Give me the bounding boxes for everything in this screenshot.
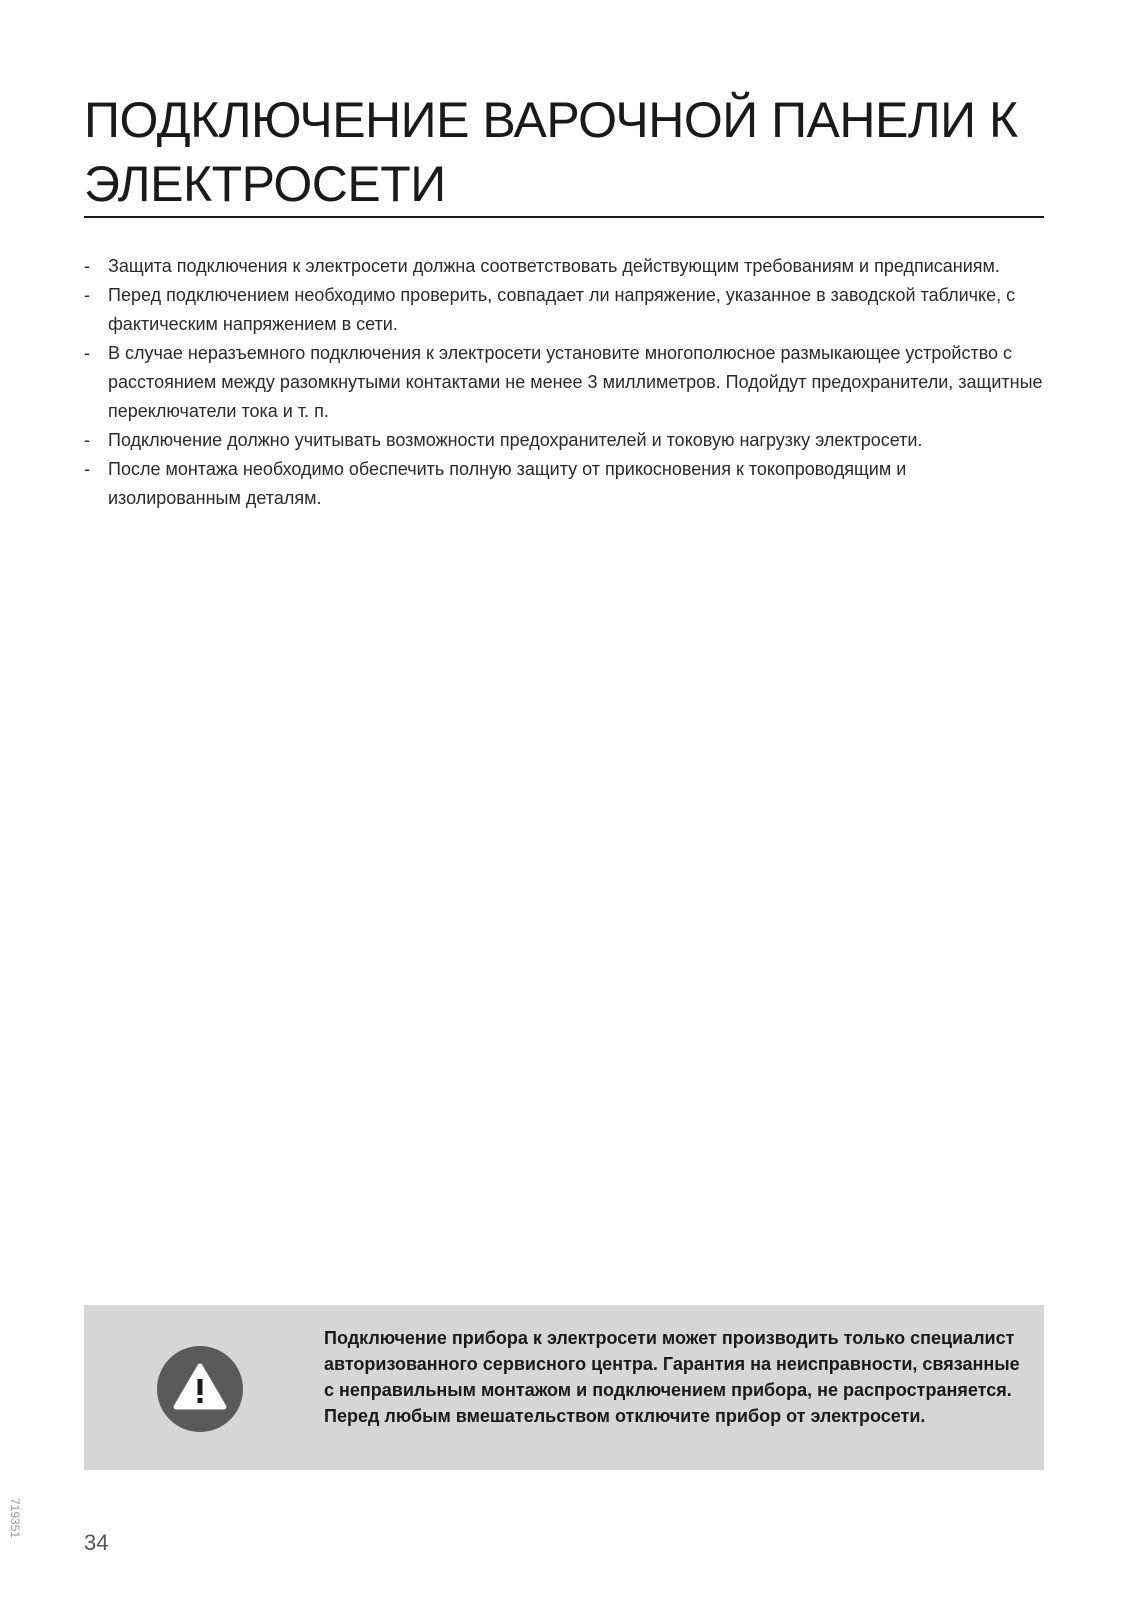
list-item [84, 281, 1044, 339]
bullet-dash: - [84, 430, 90, 450]
warning-paragraph-disconnect: Перед любым вмешательством отключите прибор от электросети. [324, 1406, 926, 1426]
document-code: 719351 [8, 1498, 22, 1539]
list-item-text: В случае неразъемного подключения к электросети установите многополюсное размыкающее устройство с расстоянием между разомкнутыми контактами не менее 3 миллиметров. Подойдут предохранители, защитные переключатели тока и т. п. [108, 343, 1043, 421]
list-item-text: Защита подключения к электросети должна соответствовать действующим требованиям и предписаниям. [108, 256, 1000, 276]
list-item [84, 252, 1044, 281]
bullet-dash: - [84, 256, 90, 276]
list-item [84, 339, 1044, 426]
list-item-text: Перед подключением необходимо проверить, совпадает ли напряжение, указанное в заводской табличке, с фактическим напряжением в сети. [108, 285, 1016, 334]
list-item [84, 455, 1044, 513]
page-number: 34 [84, 1530, 109, 1555]
warning-text [324, 1325, 1024, 1429]
bullet-dash: - [84, 459, 90, 479]
list-item [84, 426, 1044, 455]
requirements-list [84, 252, 1044, 513]
page-title: ПОДКЛЮЧЕНИЕ ВАРОЧНОЙ ПАНЕЛИ К ЭЛЕКТРОСЕТИ [84, 92, 1018, 212]
list-item-text: Подключение должно учитывать возможности предохранителей и токовую нагрузку электросети. [108, 430, 923, 450]
bullet-dash: - [84, 343, 90, 363]
warning-paragraph: Подключение прибора к электросети может производить только специалист авторизованного сервисного центра. Гарантия на неисправности, связанные с неправильным монтажом и подключением прибора, не распространяется. [324, 1328, 1020, 1400]
warning-box [84, 1305, 1044, 1470]
list-item-text: После монтажа необходимо обеспечить полную защиту от прикосновения к токопроводящим и изолированным деталям. [108, 459, 907, 508]
title-underline [84, 216, 1044, 218]
bullet-dash: - [84, 285, 90, 305]
warning-triangle-icon [157, 1346, 243, 1432]
